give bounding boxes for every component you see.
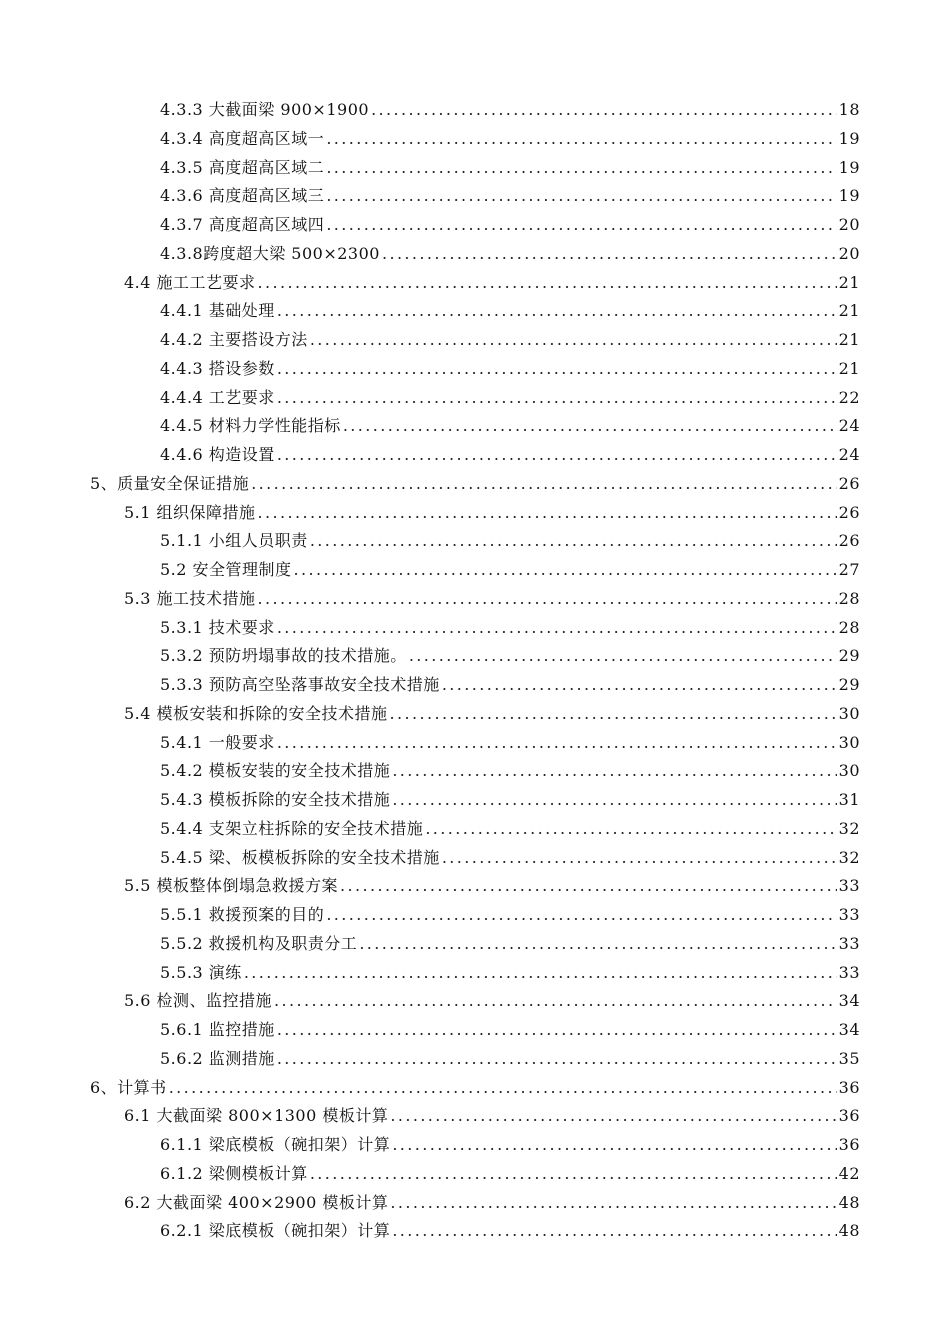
toc-entry[interactable] xyxy=(160,154,860,183)
toc-entry-page-number: 24 xyxy=(838,445,860,464)
toc-entry-title: 6.1.1 梁底模板（碗扣架）计算 xyxy=(160,1135,391,1154)
toc-entry[interactable] xyxy=(124,1189,860,1218)
toc-entry[interactable] xyxy=(160,355,860,384)
toc-dot-leader xyxy=(326,182,836,211)
toc-entry-title: 5.4.5 梁、板模板拆除的安全技术措施 xyxy=(160,847,440,867)
toc-dot-leader xyxy=(326,211,836,240)
toc-entry[interactable] xyxy=(160,671,860,700)
toc-entry[interactable] xyxy=(160,729,860,758)
toc-dot-leader xyxy=(340,872,837,901)
toc-entry-page-number: 30 xyxy=(838,703,860,723)
toc-entry-title: 5.6.2 监测措施 xyxy=(160,1048,275,1068)
toc-entry-page-number: 21 xyxy=(838,358,860,378)
toc-entry[interactable] xyxy=(160,240,860,269)
toc-entry-title: 5.4.3 模板拆除的安全技术措施 xyxy=(160,790,391,809)
toc-entry[interactable] xyxy=(160,441,860,470)
toc-entry-title: 6.1.2 梁侧模板计算 xyxy=(160,1163,308,1183)
toc-dot-leader xyxy=(258,499,837,528)
toc-entry-page-number: 26 xyxy=(838,531,860,551)
toc-entry-page-number: 26 xyxy=(838,473,860,493)
toc-entry-title: 5.3.2 预防坍塌事故的技术措施。 xyxy=(160,646,407,666)
toc-entry[interactable] xyxy=(160,815,860,844)
toc-entry[interactable] xyxy=(160,125,860,154)
toc-entry[interactable] xyxy=(124,872,860,901)
toc-entry-page-number: 33 xyxy=(838,905,860,924)
toc-entry[interactable] xyxy=(124,1102,860,1131)
toc-entry[interactable] xyxy=(160,96,860,125)
toc-entry-title: 4.3.7 高度超高区域四 xyxy=(160,215,325,234)
toc-entry-page-number: 21 xyxy=(838,330,860,349)
toc-dot-leader xyxy=(392,1217,836,1246)
toc-entry-page-number: 29 xyxy=(838,646,860,666)
toc-entry-title: 4.4.6 构造设置 xyxy=(160,445,275,464)
toc-dot-leader xyxy=(442,844,837,873)
toc-entry-title: 4.3.5 高度超高区域二 xyxy=(160,157,325,177)
toc-entry[interactable] xyxy=(160,757,860,786)
toc-entry-title: 4.3.3 大截面梁 900×1900 xyxy=(160,100,370,119)
toc-entry[interactable] xyxy=(160,786,860,815)
toc-dot-leader xyxy=(277,1045,837,1074)
toc-entry[interactable] xyxy=(160,642,860,671)
toc-entry-title: 5.5.3 演练 xyxy=(160,962,242,982)
toc-entry-page-number: 31 xyxy=(838,790,860,809)
toc-entry[interactable] xyxy=(160,384,860,413)
toc-entry[interactable] xyxy=(160,297,860,326)
toc-dot-leader xyxy=(390,1189,836,1218)
toc-entry-page-number: 19 xyxy=(838,157,860,177)
toc-entry-title: 5.3 施工技术措施 xyxy=(124,588,256,608)
toc-entry-title: 5.2 安全管理制度 xyxy=(160,560,292,579)
toc-entry-title: 6、计算书 xyxy=(90,1077,167,1097)
toc-entry-page-number: 22 xyxy=(838,387,860,407)
toc-dot-leader xyxy=(251,470,836,499)
toc-entry[interactable] xyxy=(160,1016,860,1045)
toc-entry-title: 4.4.5 材料力学性能指标 xyxy=(160,416,341,436)
toc-entry-title: 4.3.4 高度超高区域一 xyxy=(160,128,325,148)
toc-entry-page-number: 48 xyxy=(838,1192,860,1212)
toc-entry-title: 5.3.3 预防高空坠落事故安全技术措施 xyxy=(160,675,440,694)
toc-dot-leader xyxy=(310,326,837,355)
toc-entry[interactable] xyxy=(124,987,860,1016)
toc-entry-title: 5.4.2 模板安装的安全技术措施 xyxy=(160,761,391,781)
toc-entry-page-number: 34 xyxy=(838,991,860,1011)
toc-dot-leader xyxy=(392,1131,836,1160)
toc-entry[interactable] xyxy=(160,1045,860,1074)
toc-entry-page-number: 33 xyxy=(838,876,860,896)
toc-entry-page-number: 42 xyxy=(838,1163,860,1183)
toc-entry-page-number: 26 xyxy=(838,502,860,522)
toc-dot-leader xyxy=(390,700,837,729)
toc-entry-title: 5.6.1 监控措施 xyxy=(160,1020,275,1039)
toc-dot-leader xyxy=(277,441,837,470)
toc-entry-title: 5.5.2 救援机构及职责分工 xyxy=(160,933,358,953)
toc-entry[interactable] xyxy=(160,182,860,211)
toc-entry-title: 4.3.8跨度超大梁 500×2300 xyxy=(160,243,380,263)
toc-dot-leader xyxy=(392,757,836,786)
toc-entry-title: 5、质量安全保证措施 xyxy=(90,473,250,493)
toc-dot-leader xyxy=(359,930,836,959)
toc-dot-leader xyxy=(277,355,837,384)
toc-dot-leader xyxy=(294,556,837,585)
toc-entry-page-number: 32 xyxy=(838,847,860,867)
toc-entry-page-number: 21 xyxy=(838,301,860,321)
toc-entry-page-number: 19 xyxy=(838,186,860,206)
toc-entry-page-number: 28 xyxy=(838,588,860,608)
toc-dot-leader xyxy=(277,384,837,413)
toc-dot-leader xyxy=(244,959,837,988)
toc-entry-page-number: 33 xyxy=(838,933,860,953)
toc-entry[interactable] xyxy=(90,1074,860,1103)
toc-entry-title: 4.4.1 基础处理 xyxy=(160,301,275,321)
table-of-contents xyxy=(0,96,950,1246)
toc-entry-page-number: 36 xyxy=(838,1077,860,1097)
toc-entry-page-number: 48 xyxy=(838,1221,860,1241)
toc-dot-leader xyxy=(274,987,837,1016)
toc-dot-leader xyxy=(392,786,836,815)
toc-entry[interactable] xyxy=(90,470,860,499)
toc-entry[interactable] xyxy=(160,527,860,556)
toc-entry-title: 6.2 大截面梁 400×2900 模板计算 xyxy=(124,1192,389,1212)
toc-entry-page-number: 30 xyxy=(838,761,860,781)
toc-dot-leader xyxy=(277,729,837,758)
toc-entry-page-number: 28 xyxy=(838,617,860,637)
toc-entry-title: 4.4.3 搭设参数 xyxy=(160,358,275,378)
toc-entry[interactable] xyxy=(160,614,860,643)
toc-entry-title: 5.1.1 小组人员职责 xyxy=(160,531,308,551)
toc-entry[interactable] xyxy=(160,326,860,355)
toc-entry-title: 4.4.4 工艺要求 xyxy=(160,387,275,407)
toc-entry[interactable] xyxy=(160,844,860,873)
toc-entry[interactable] xyxy=(160,1160,860,1189)
toc-entry[interactable] xyxy=(160,556,860,585)
toc-entry-page-number: 36 xyxy=(838,1106,860,1126)
toc-entry-page-number: 30 xyxy=(838,732,860,752)
toc-entry[interactable] xyxy=(124,700,860,729)
toc-entry-page-number: 19 xyxy=(838,128,860,148)
toc-entry[interactable] xyxy=(160,211,860,240)
toc-entry-title: 4.4.2 主要搭设方法 xyxy=(160,330,308,349)
toc-entry[interactable] xyxy=(124,585,860,614)
toc-entry-title: 6.2.1 梁底模板（碗扣架）计算 xyxy=(160,1221,391,1241)
toc-entry-page-number: 32 xyxy=(838,818,860,838)
toc-entry-page-number: 21 xyxy=(838,272,860,292)
toc-entry[interactable] xyxy=(160,1131,860,1160)
toc-dot-leader xyxy=(409,642,837,671)
toc-dot-leader xyxy=(390,1102,836,1131)
toc-dot-leader xyxy=(277,1016,837,1045)
toc-entry-page-number: 29 xyxy=(838,675,860,694)
toc-dot-leader xyxy=(258,269,837,298)
toc-entry-page-number: 34 xyxy=(838,1020,860,1039)
toc-entry-page-number: 27 xyxy=(838,560,860,579)
toc-dot-leader xyxy=(343,412,837,441)
toc-entry-page-number: 24 xyxy=(838,416,860,436)
toc-entry-title: 5.5.1 救援预案的目的 xyxy=(160,905,325,924)
toc-entry-page-number: 20 xyxy=(838,243,860,263)
toc-dot-leader xyxy=(442,671,837,700)
toc-entry-page-number: 20 xyxy=(838,215,860,234)
toc-dot-leader xyxy=(371,96,837,125)
toc-dot-leader xyxy=(326,125,836,154)
toc-entry[interactable] xyxy=(160,930,860,959)
toc-entry-title: 5.5 模板整体倒塌急救援方案 xyxy=(124,876,339,896)
toc-entry-title: 5.1 组织保障措施 xyxy=(124,502,256,522)
toc-entry[interactable] xyxy=(160,901,860,930)
toc-dot-leader xyxy=(277,297,837,326)
toc-entry[interactable] xyxy=(160,959,860,988)
toc-entry[interactable] xyxy=(160,412,860,441)
toc-dot-leader xyxy=(258,585,837,614)
toc-entry-page-number: 18 xyxy=(838,100,860,119)
toc-entry-title: 5.4.4 支架立柱拆除的安全技术措施 xyxy=(160,818,424,838)
toc-entry-page-number: 35 xyxy=(838,1048,860,1068)
toc-dot-leader xyxy=(382,240,837,269)
toc-dot-leader xyxy=(277,614,837,643)
toc-entry[interactable] xyxy=(124,499,860,528)
toc-entry-title: 6.1 大截面梁 800×1300 模板计算 xyxy=(124,1106,389,1126)
toc-entry-title: 4.4 施工工艺要求 xyxy=(124,272,256,292)
toc-entry-title: 5.6 检测、监控措施 xyxy=(124,991,273,1011)
toc-entry-page-number: 33 xyxy=(838,962,860,982)
toc-entry[interactable] xyxy=(160,1217,860,1246)
toc-entry-title: 5.4 模板安装和拆除的安全技术措施 xyxy=(124,703,388,723)
toc-entry-title: 5.3.1 技术要求 xyxy=(160,617,275,637)
toc-dot-leader xyxy=(326,154,836,183)
toc-dot-leader xyxy=(326,901,836,930)
toc-entry-page-number: 36 xyxy=(838,1135,860,1154)
toc-entry-title: 5.4.1 一般要求 xyxy=(160,732,275,752)
toc-entry[interactable] xyxy=(124,269,860,298)
toc-dot-leader xyxy=(310,527,837,556)
toc-dot-leader xyxy=(310,1160,837,1189)
toc-dot-leader xyxy=(169,1074,837,1103)
toc-dot-leader xyxy=(425,815,836,844)
toc-entry-title: 4.3.6 高度超高区域三 xyxy=(160,186,325,206)
